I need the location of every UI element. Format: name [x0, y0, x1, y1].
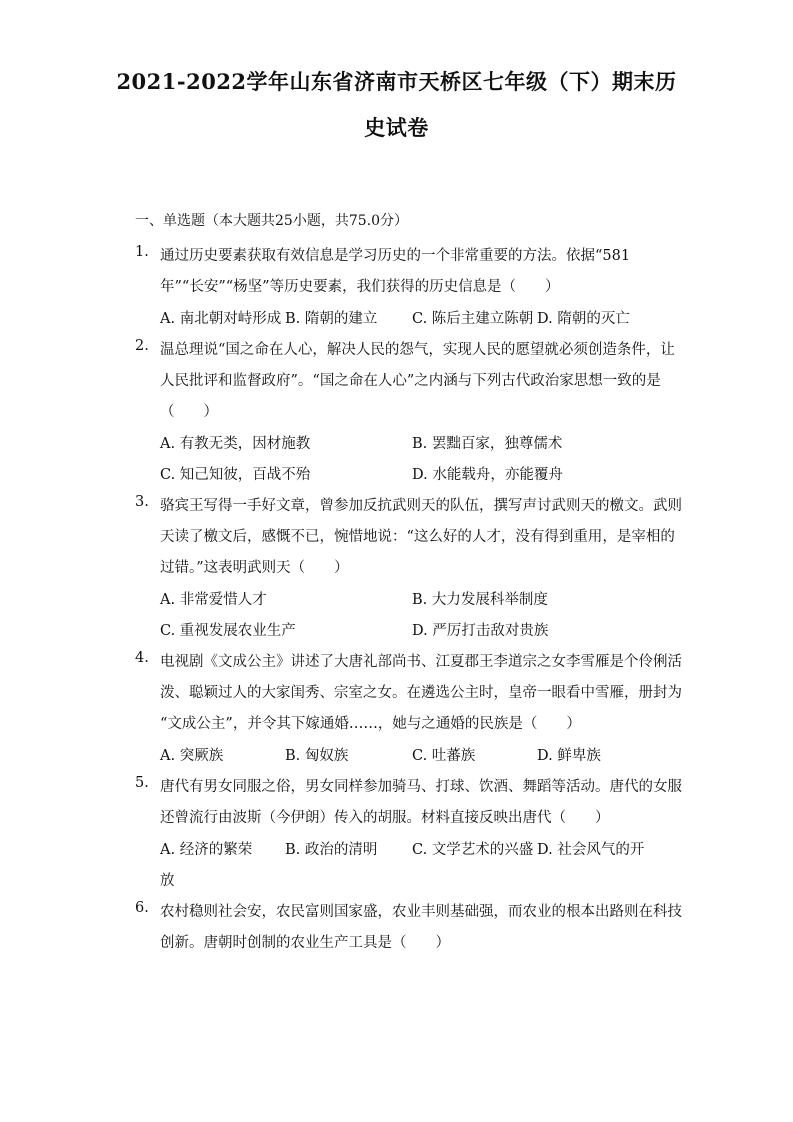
question-text-line: 电视剧《文成公主》讲述了大唐礼部尚书、江夏郡王李道宗之女李雪雁是个伶俐活	[160, 654, 682, 670]
option-a: A. 非常爱惜人才	[160, 592, 267, 608]
question-text-line: 还曾流行由波斯（今伊朗）传入的胡服。材料直接反映出唐代（ ）	[160, 810, 610, 826]
question-number: 6.	[135, 900, 149, 916]
question-number: 2.	[135, 338, 149, 354]
question-text-line: 年”“长安”“杨坚”等历史要素，我们获得的历史信息是（ ）	[160, 279, 560, 295]
option-c: C. 陈后主建立陈朝	[412, 311, 534, 327]
option-d: D. 鲜卑族	[537, 748, 601, 764]
question-number: 1.	[135, 244, 149, 260]
question-number: 4.	[135, 650, 149, 666]
question-text-line: 人民批评和监督政府”。“国之命在人心”之内涵与下列古代政治家思想一致的是	[160, 373, 661, 389]
question-text-line: 创新。唐朝时创制的农业生产工具是（ ）	[160, 935, 450, 951]
option-b: B. 大力发展科举制度	[412, 592, 548, 608]
section-heading: 一、单选题（本大题共25小题，共75.0分）	[135, 213, 408, 229]
question-text-line: （ ）	[160, 404, 218, 420]
question-text-line: 温总理说“国之命在人心，解决人民的怨气，实现人民的愿望就必须创造条件，让	[160, 342, 675, 358]
question-number: 5.	[135, 775, 149, 791]
question-text-line: 过错。”这表明武则天（ ）	[160, 560, 349, 576]
option-c: C. 文学艺术的兴盛	[412, 842, 534, 858]
option-c: C. 知己知彼，百战不殆	[160, 467, 311, 483]
option-b: B. 隋朝的建立	[285, 311, 378, 327]
page-title-line-1: 2021-2022学年山东省济南市天桥区七年级（下）期末历	[116, 69, 677, 94]
option-c: C. 重视发展农业生产	[160, 623, 296, 639]
question-text-line: 骆宾王写得一手好文章，曾参加反抗武则天的队伍，撰写声讨武则天的檄文。武则	[160, 498, 682, 514]
question-text-line: 泼、聪颖过人的大家闺秀、宗室之女。在遴选公主时，皇帝一眼看中雪雁，册封为	[160, 685, 682, 701]
question-text-line: “文成公主”，并令其下嫁通婚……，她与之通婚的民族是（ ）	[160, 716, 581, 732]
option-d: D. 严厉打击敌对贵族	[412, 623, 549, 639]
option-a: A. 经济的繁荣	[160, 842, 253, 858]
option-c: C. 吐蕃族	[412, 748, 476, 764]
option-a: A. 突厥族	[160, 748, 224, 764]
option-d: D. 社会风气的开	[537, 842, 645, 858]
option-b: B. 罢黜百家，独尊儒术	[412, 436, 563, 452]
option-b: B. 政治的清明	[285, 842, 378, 858]
question-text-line: 通过历史要素获取有效信息是学习历史的一个非常重要的方法。依据“581	[160, 248, 631, 264]
question-number: 3.	[135, 494, 149, 510]
option-a: A. 南北朝对峙形成	[160, 311, 282, 327]
option-b: B. 匈奴族	[285, 748, 349, 764]
option-d: D. 隋朝的灭亡	[537, 311, 630, 327]
option-d: D. 水能载舟，亦能覆舟	[412, 467, 563, 483]
question-text-line: 天读了檄文后，感慨不已，惋惜地说：“这么好的人才，没有得到重用，是宰相的	[160, 529, 675, 545]
question-text-line: 唐代有男女同服之俗，男女同样参加骑马、打球、饮酒、舞蹈等活动。唐代的女服	[160, 779, 682, 795]
page-title-line-2: 史试卷	[364, 115, 429, 140]
question-text-line: 农村稳则社会安，农民富则国家盛，农业丰则基础强，而农业的根本出路则在科技	[160, 904, 682, 920]
option-d-continued: 放	[160, 873, 175, 889]
option-a: A. 有教无类，因材施教	[160, 436, 311, 452]
